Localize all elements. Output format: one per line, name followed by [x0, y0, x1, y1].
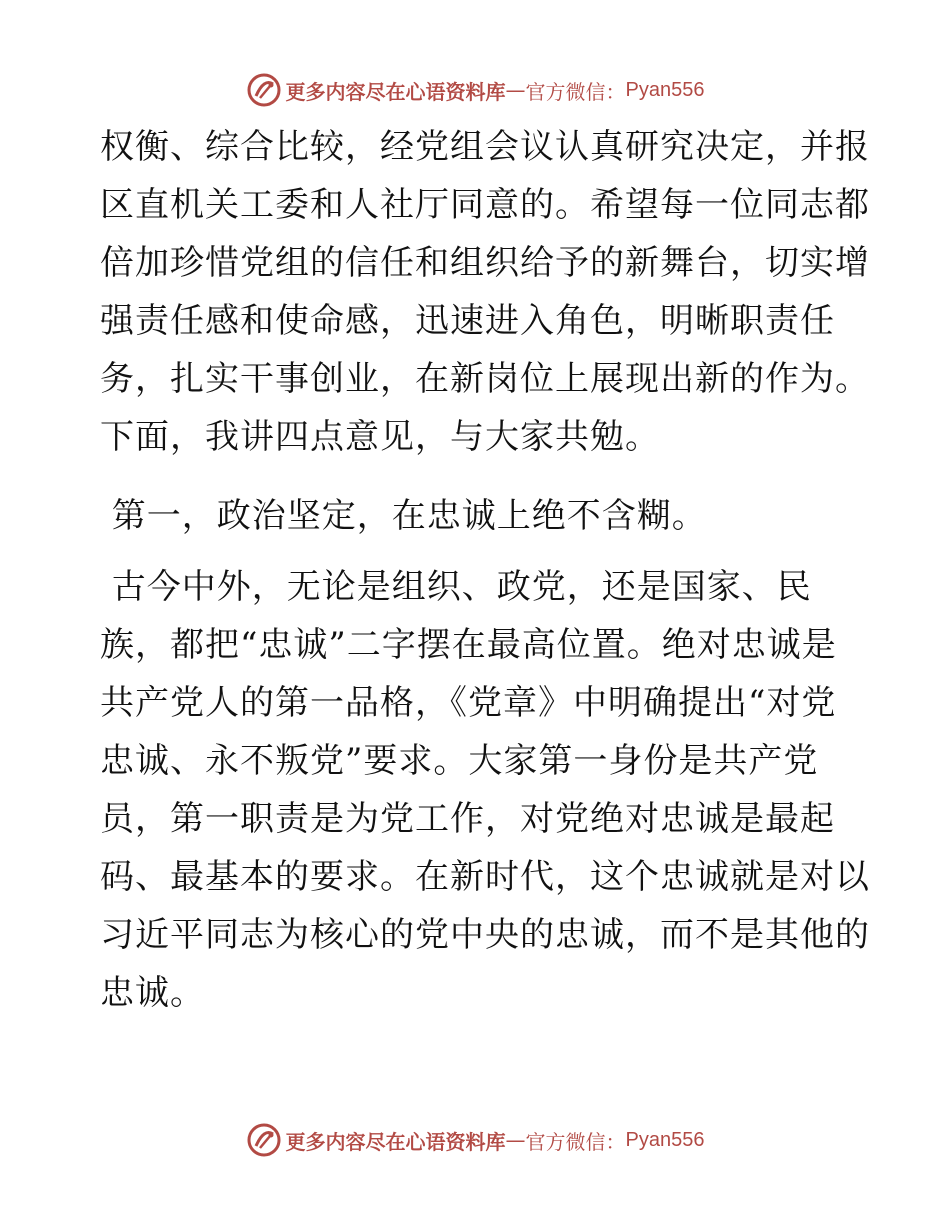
- banner-site-name: 更多内容尽在心语资料库: [285, 1129, 506, 1154]
- text-line: 强责任感和使命感，迅速进入角色，明晰职责任: [100, 301, 835, 341]
- text-line: 古今中外，无论是组织、政党，还是国家、民: [100, 567, 812, 607]
- text-line: 务，扎实干事创业，在新岗位上展现出新的作为。: [100, 359, 870, 399]
- banner-separator: —: [505, 1128, 526, 1152]
- text-line: 习近平同志为核心的党中央的忠诚，而不是其他的: [100, 915, 870, 955]
- banner-wechat-id: Pyan556: [625, 78, 705, 101]
- logo-icon: [246, 1122, 282, 1158]
- banner-wechat-label: 官方微信：: [525, 1129, 626, 1154]
- text-line: 区直机关工委和人社厅同意的。希望每一位同志都: [100, 185, 870, 225]
- section-heading: [100, 487, 860, 545]
- heading-text: 第一，政治坚定，在忠诚上绝不含糊。: [100, 496, 707, 536]
- text-line: 族，都把“忠诚”二字摆在最高位置。绝对忠诚是: [100, 625, 837, 665]
- text-line: 码、最基本的要求。在新时代，这个忠诚就是对以: [100, 857, 870, 897]
- paragraph-1: [100, 118, 870, 466]
- text-line: 权衡、综合比较，经党组会议认真研究决定，并报: [100, 127, 870, 167]
- text-line: 共产党人的第一品格，《党章》中明确提出“对党: [100, 683, 837, 723]
- text-line: 忠诚。: [100, 973, 205, 1013]
- banner-site-name: 更多内容尽在心语资料库: [285, 79, 506, 104]
- text-line: 倍加珍惜党组的信任和组织给予的新舞台，切实增: [100, 243, 870, 283]
- footer-banner: [0, 1120, 950, 1160]
- text-line: 下面，我讲四点意见，与大家共勉。: [100, 417, 660, 457]
- text-line: 员，第一职责是为党工作，对党绝对忠诚是最起: [100, 799, 835, 839]
- paragraph-3: [100, 558, 870, 1022]
- logo-icon: [246, 72, 282, 108]
- header-banner: [0, 70, 950, 110]
- banner-wechat-label: 官方微信：: [525, 79, 626, 104]
- banner-wechat-id: Pyan556: [625, 1128, 705, 1151]
- text-line: 忠诚、永不叛党”要求。大家第一身份是共产党: [100, 741, 819, 781]
- banner-separator: —: [505, 78, 526, 102]
